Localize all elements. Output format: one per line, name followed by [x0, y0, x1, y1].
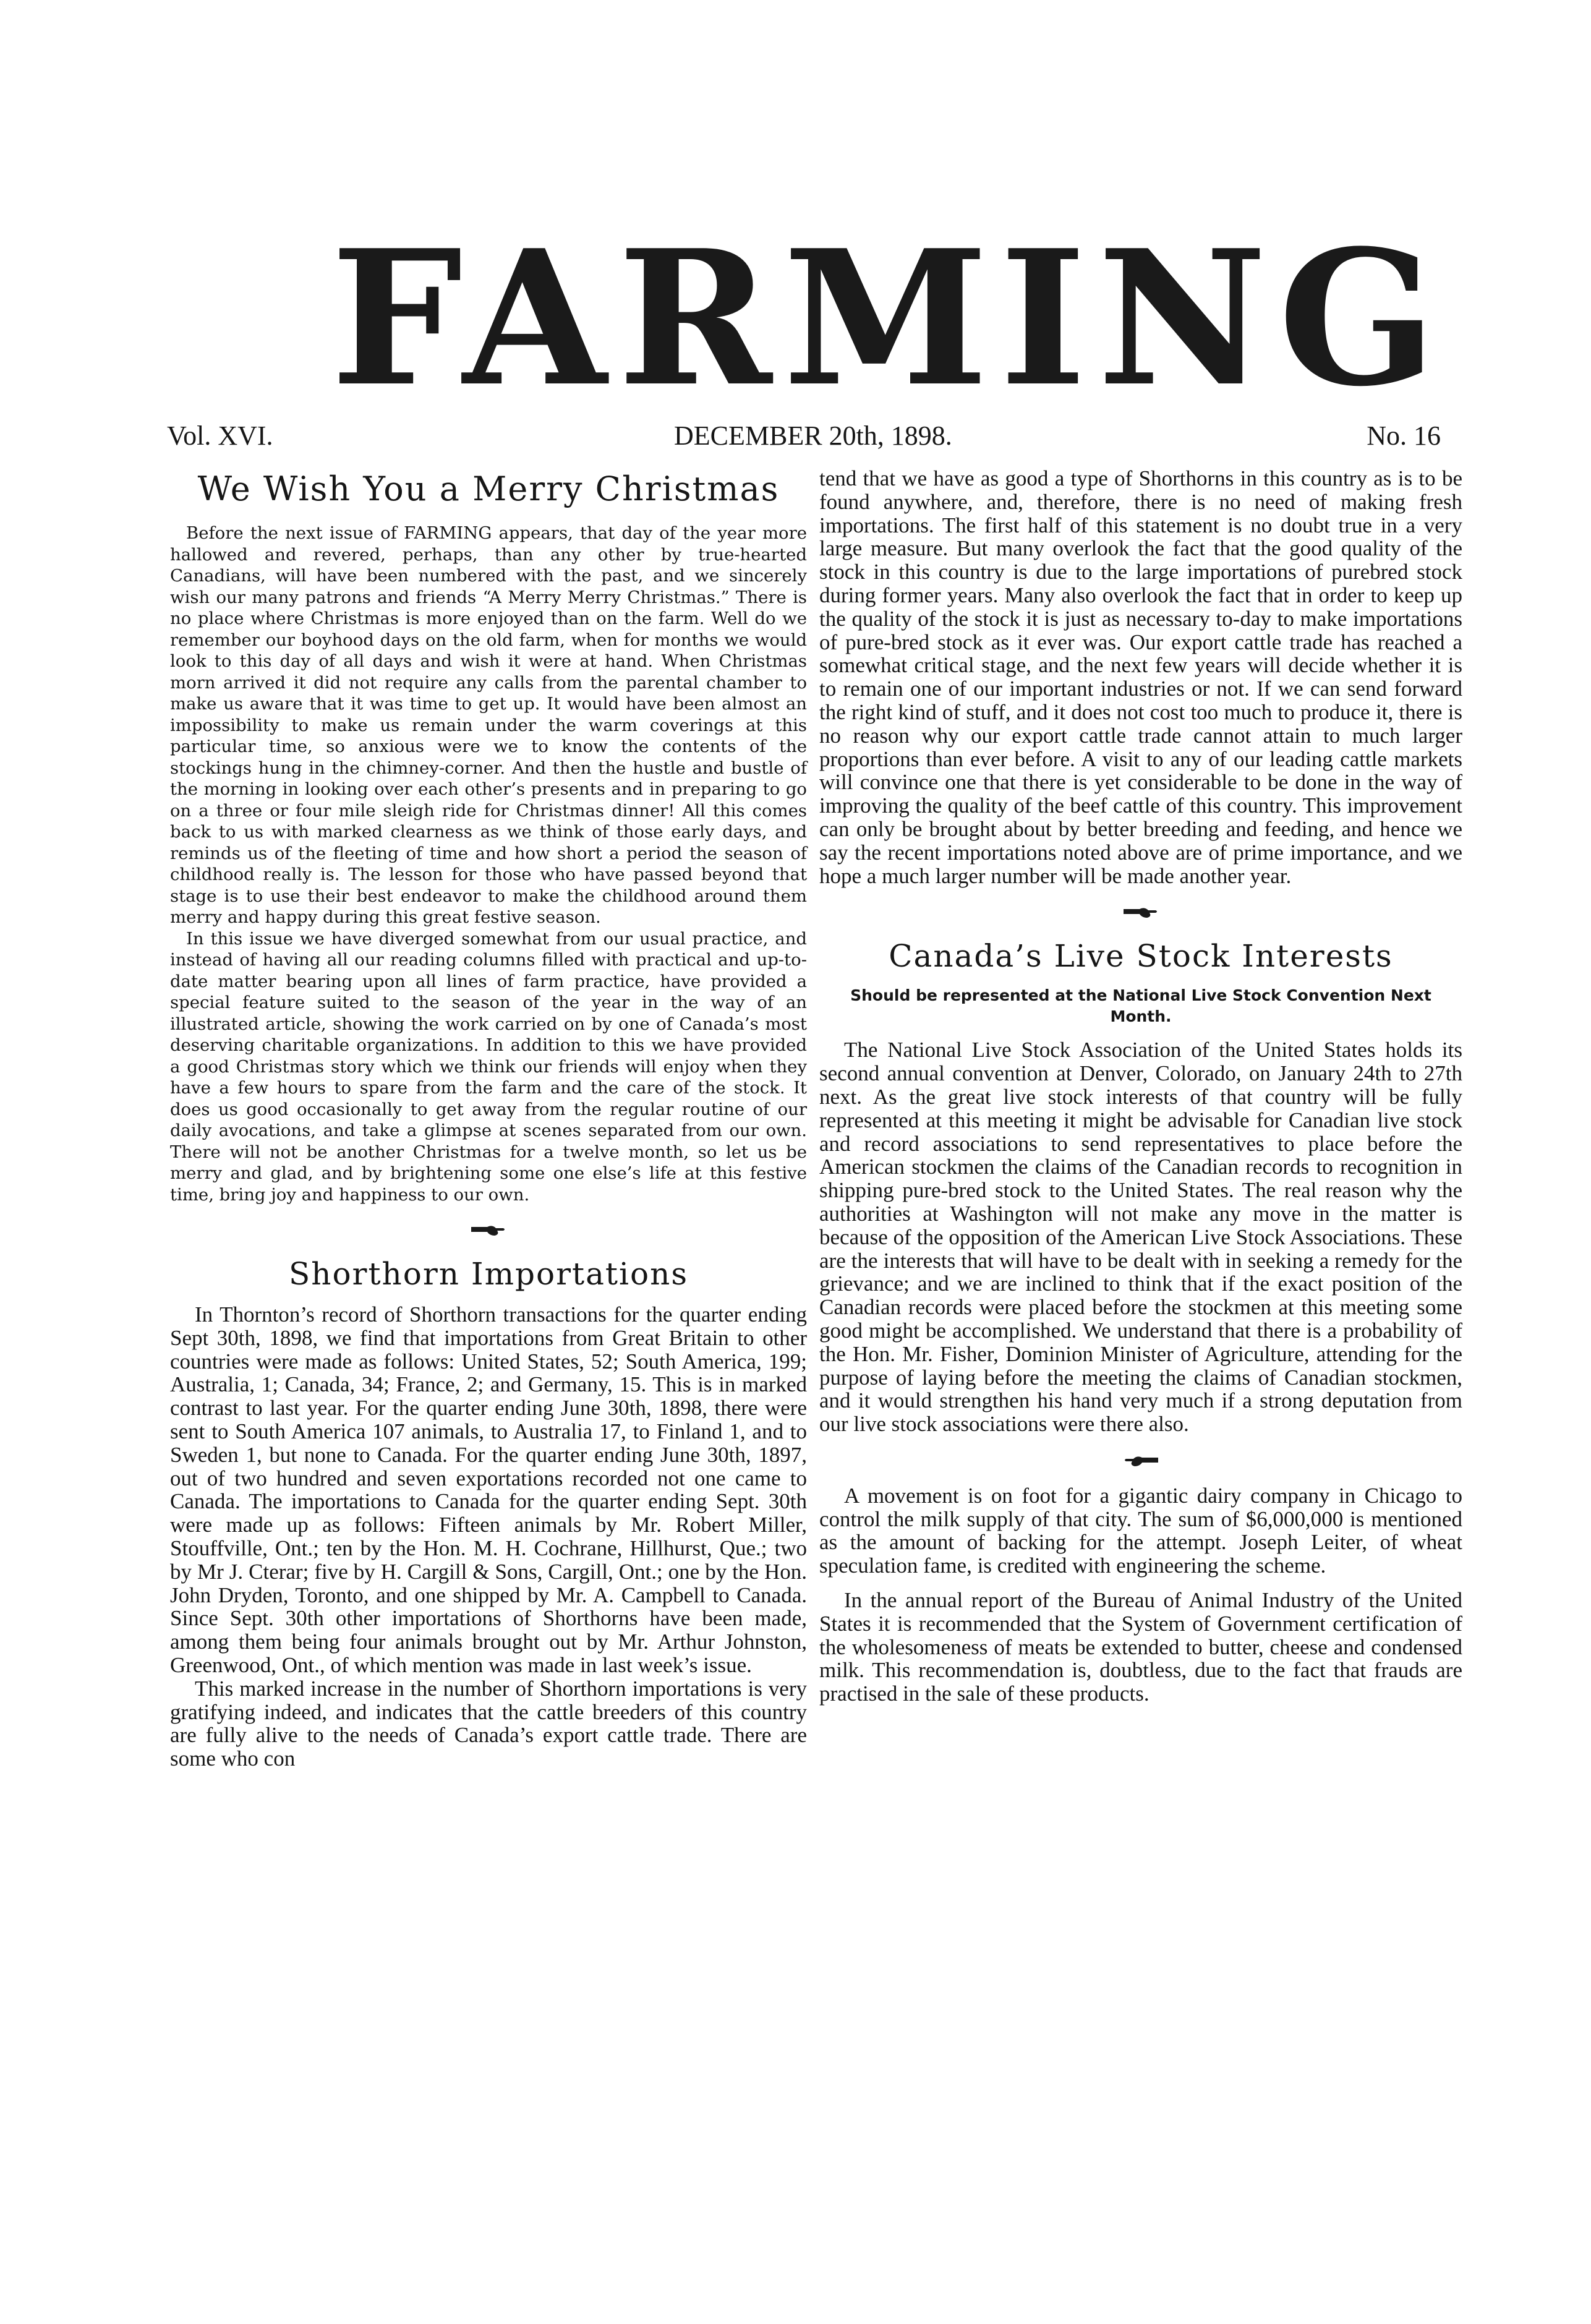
livestock-heading: Canada’s Live Stock Interests [889, 938, 1393, 975]
section-ornament [170, 1205, 807, 1254]
shorthorn-paragraph: In Thornton’s record of Shorthorn transactions for the quarter ending Sept 30th, 1898, we find that importations from Great Britain to other countries were made as follows: United States, 52; South America, 199; Australia, 1; Canada, 34; France, 2; and Germany, 15. This is in marked contrast to last year. For the quarter ending June 30th, 1898, there were sent to South America 107 animals, to Australia 17, to Finland 1, and to Sweden 1, but none to Canada. For the quarter ending June 30th, 1897, out of two hundred and seven exportations recorded not one came to Canada. The importations to Canada for the quarter ending Sept. 30th were made up as follows: Fifteen animals by Mr. Robert Miller, Stouffville, Ont.; ten by the Hon. M. H. Cochrane, Hillhurst, Que.; two by Mr J. Cterar; five by H. Cargill & Sons, Cargill, Ont.; one by the Hon. John Dryden, Toronto, and one shipped by Mr. A. Campbell to Canada. Since Sept. 30th other importations of Shorthorns have been made, among them being four animals brought out by Mr. Arthur Johnston, Greenwood, Ont., of which mention was made in last week’s issue. [170, 1302, 807, 1677]
issue-line [167, 417, 1441, 455]
issue-date: DECEMBER 20th, 1898. [674, 421, 952, 451]
shorthorn-article [170, 1303, 807, 1771]
hand-ornament-icon [1121, 903, 1161, 920]
christmas-article [170, 523, 807, 1205]
volume-label: Vol. XVI. [167, 421, 273, 451]
shorthorn-heading: Shorthorn Importations [289, 1256, 688, 1292]
issue-number: No. 16 [1367, 421, 1441, 451]
left-column [170, 467, 807, 1771]
section-ornament [819, 1436, 1462, 1484]
livestock-article [819, 1038, 1462, 1436]
hand-ornament-icon [1121, 1451, 1161, 1469]
christmas-paragraph: Before the next issue of FARMING appears, that day of the year more hallowed and revered, perhaps, than any other by true-hearted Canadians, will have been numbered with the past, and we sincerely wish our many patrons and friends “A Merry Merry Christmas.” There is no place where Christmas is more enjoyed than on the farm. Well do we remember our boyhood days on the old farm, when for months we would look to this day of all days and wish it were at hand. When Christmas morn arrived it did not require any calls from the parental chamber to make us aware that it was time to get up. It would have been almost an impossibility to make us remain under the warm coverings at this particular time, so anxious were we to know the contents of the stockings hung in the chimney-corner. And then the hustle and bustle of the morning in looking over each other’s presents and in preparing to go on a three or four mile sleigh ride for Christmas dinner! All this comes back to us with marked clearness as we think of those early days, and reminds us of the fleeting of time and how short a period the season of childhood really is. The lesson for those who have passed beyond that stage is to use their best endeavor to make the childhood around them merry and happy during this great festive season. [170, 523, 807, 927]
section-ornament [819, 887, 1462, 936]
masthead-title: FARMING [331, 209, 1448, 427]
livestock-paragraph: The National Live Stock Association of the United States holds its second annual convention at Denver, Colorado, on January 24th to 27th next. As the great live stock interests of that country will be fully represented at this meeting it might be advisable for Canadian live stock and record associations to send representatives to place before the American stockmen the claims of the Canadian records to recognition in shipping pure-bred stock to the United States. The real reason why the authorities at Washington will not make any move in the matter is because of the opposition of the American Live Stock Associations. These are the interests that will have to be dealt with in seeking a remedy for the grievance; and we are inclined to think that if the exact position of the Canadian records were placed before the stockmen at this meeting some good might be accomplished. We understand that there is a probability of the Hon. Mr. Fisher, Dominion Minister of Agriculture, attending for the purpose of laying before the meeting the claims of Canadian stockmen, and it would strengthen his hand very much if a strong deputation from our live stock associations were there also. [819, 1038, 1462, 1437]
christmas-heading: We Wish You a Merry Christmas [197, 469, 780, 508]
dairy-notes [819, 1484, 1462, 1706]
hand-ornament-icon [469, 1221, 508, 1238]
shorthorn-paragraph: This marked increase in the number of Shorthorn importations is very gratifying indeed, and indicates that the cattle breeders of this country are fully alive to the needs of Canada’s export cattle trade. There are some who con [170, 1676, 807, 1771]
dairy-paragraph: A movement is on foot for a gigantic dairy company in Chicago to control the milk supply of that city. The sum of $6,000,000 is mentioned as the amount of backing for the attempt. Joseph Leiter, of wheat speculation fame, is credited with engineering the scheme. [819, 1483, 1462, 1578]
shorthorn-continuation [819, 467, 1462, 887]
christmas-paragraph: In this issue we have diverged somewhat from our usual practice, and instead of having all our reading columns filled with practical and up-to-date matter bearing upon all lines of farm practice, have provided a special feature suited to the season of the year in the way of an illustrated article, showing the work carried on by one of Canada’s most deserving charitable organizations. In addition to this we have provided a good Christmas story which we think our friends will enjoy when they have a few hours to spare from the farm and the care of the stock. It does us good occasionally to get away from the regular routine of our daily avocations, and take a glimpse at scenes separated from our own. There will not be another Christmas for a twelve month, so let us be merry and glad, and by brightening some one else’s life at this festive time, bring joy and happiness to our own. [170, 928, 807, 1205]
bureau-paragraph: In the annual report of the Bureau of Animal Industry of the United States it is recommended that the System of Government certification of the wholesomeness of meats be extended to butter, cheese and condensed milk. This recommendation is, doubtless, due to the fact that frauds are practised in the sale of these products. [819, 1588, 1462, 1706]
shorthorn-continued-paragraph: tend that we have as good a type of Shorthorns in this country as is to be found anywhere, and, therefore, there is no need of making fresh importations. The first half of this statement is no doubt true in a very large measure. But many overlook the fact that the good quality of the stock in this country is due to the large importations of purebred stock during former years. Many also overlook the fact that in order to keep up the quality of the stock it is just as necessary to-day to make importations of pure-bred stock as it ever was. Our export cattle trade has reached a somewhat critical stage, and the next few years will decide whether it is to remain one of our important industries or not. If we can send forward the right kind of stuff, and it does not cost too much to produce it, there is no reason why our export cattle trade cannot attain to much larger proportions than ever before. A visit to any of our leading cattle markets will convince one that there is yet considerable to be done in the way of improving the quality of the beef cattle of this country. This improvement can only be brought about by better breeding and feeding, and hence we say the recent importations noted above are of prime importance, and we hope a much larger number will be made another year. [819, 466, 1462, 888]
livestock-subheading: Should be represented at the National Live Stock Convention Next Month. [850, 986, 1431, 1026]
right-column [819, 467, 1462, 1706]
